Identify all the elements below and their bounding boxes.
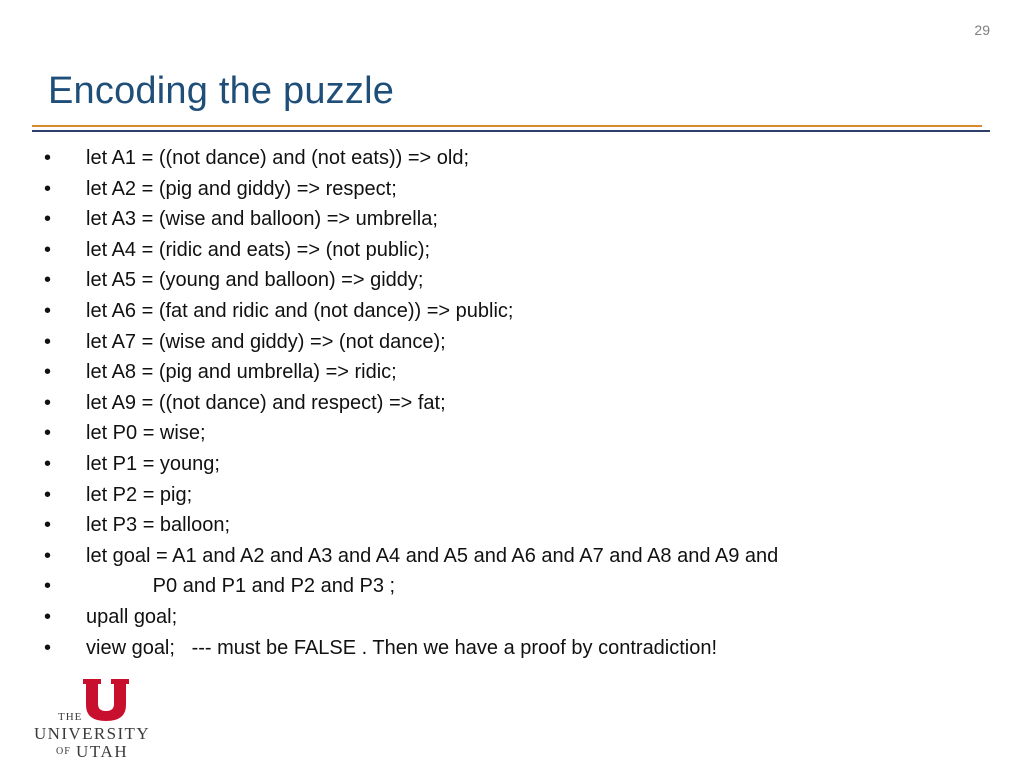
bullet-item: • let A8 = (pig and umbrella) => ridic; [44,357,778,388]
bullet-item: • let A5 = (young and balloon) => giddy; [44,265,778,296]
slide-number: 29 [974,22,990,38]
bullet-item: • upall goal; [44,602,778,633]
bullet-item: • let P3 = balloon; [44,510,778,541]
bullet-item: • let A7 = (wise and giddy) => (not dance); [44,327,778,358]
bullet-item: • let goal = A1 and A2 and A3 and A4 and A5 and A6 and A7 and A8 and A9 and [44,541,778,572]
bullet-item: • view goal; --- must be FALSE . Then we have a proof by contradiction! [44,633,778,664]
logo-utah-text: UTAH [76,742,129,761]
logo-the-text: THE [58,711,83,723]
bullet-item: • let A2 = (pig and giddy) => respect; [44,174,778,205]
block-u-shape [83,679,129,721]
block-u-icon [82,678,130,722]
bullet-item: • let A6 = (fat and ridic and (not dance)) => public; [44,296,778,327]
logo-of-text: OF [56,746,71,757]
slide-title: Encoding the puzzle [48,70,395,112]
bullet-item: • let P2 = pig; [44,480,778,511]
title-rule-navy [32,130,990,132]
title-rule-orange [32,125,982,127]
bullet-item: • let A3 = (wise and balloon) => umbrella; [44,204,778,235]
bullet-item: • let A1 = ((not dance) and (not eats)) => old; [44,143,778,174]
bullet-list [44,143,778,663]
logo-university-text: UNIVERSITY [34,724,150,743]
bullet-item: • let A9 = ((not dance) and respect) => fat; [44,388,778,419]
bullet-item: • let P1 = young; [44,449,778,480]
bullet-item: • let P0 = wise; [44,418,778,449]
bullet-item: • P0 and P1 and P2 and P3 ; [44,571,778,602]
bullet-item: • let A4 = (ridic and eats) => (not public); [44,235,778,266]
university-of-utah-logo [34,678,159,762]
